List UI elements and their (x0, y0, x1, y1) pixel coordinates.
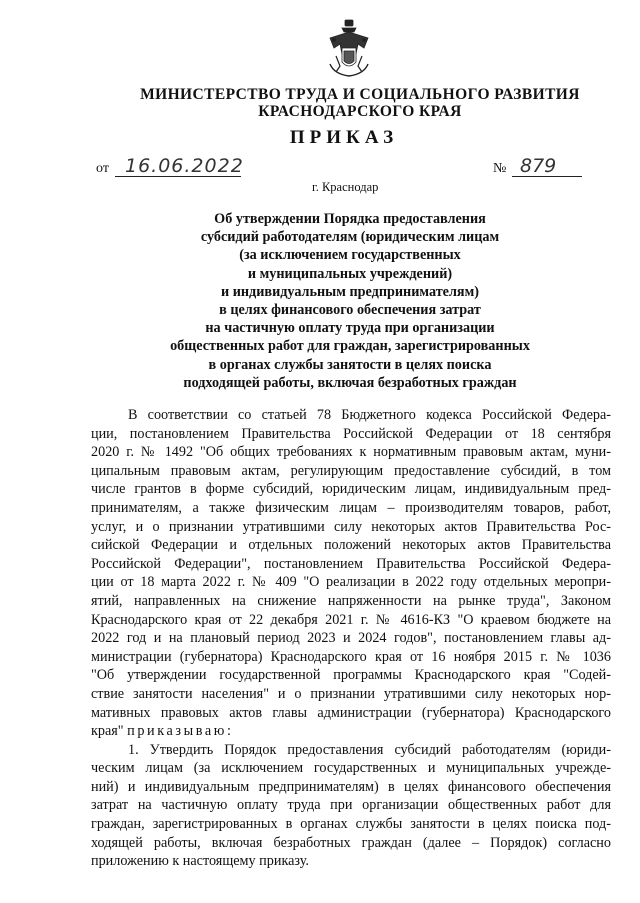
number-label: № (493, 161, 507, 176)
handwritten-date: 16.06.2022 (125, 155, 244, 177)
body-line: Российской Федерации", постановлением Правительства Российской Федера- (91, 555, 611, 572)
body-line: 2022 год и на плановый период 2023 и 2024 годов", постановлением главы ад- (91, 630, 611, 647)
heading-line: Об утверждении Порядка предоставления (214, 211, 486, 227)
body-line: В соответствии со статьей 78 Бюджетного кодекса Российской Федера- (128, 407, 611, 423)
body-line: сийской Федерации и отдельных положений некоторых актов Правительства (91, 537, 611, 554)
order-heading (140, 210, 560, 392)
body-line-closing (91, 722, 611, 741)
ministry-name (80, 86, 640, 120)
heading-line: в целях финансового обеспечения затрат (219, 302, 481, 319)
closing-prefix: края" (91, 723, 128, 740)
handwritten-number: 879 (520, 155, 557, 177)
ministry-line-1: МИНИСТЕРСТВО ТРУДА И СОЦИАЛЬНОГО РАЗВИТИЯ (140, 86, 580, 103)
body-line: затрат на частичную оплату труда при организации общественных работ для (91, 797, 611, 814)
body-line: Краснодарского края от 22 декабря 2021 г. № 4616-КЗ "О краевом бюджете на (91, 611, 611, 628)
heading-line: подходящей работы, включая безработных граждан (183, 374, 517, 391)
heading-line: на частичную оплату труда при организации (205, 320, 495, 337)
body-line: приложению к настоящему приказу. (91, 853, 309, 870)
heading-line: субсидий работодателям (юридическим лицам (200, 229, 500, 246)
body-line: "Об утверждении государственной программы Краснодарского края "Содей- (91, 667, 611, 684)
order-title: ПРИКАЗ (289, 127, 399, 148)
body-line: ятий, направленных на снижение напряженности на рынке труда", Законом (91, 592, 611, 609)
ministry-line-2: КРАСНОДАРСКОГО КРАЯ (258, 103, 462, 120)
date-underline (115, 176, 241, 177)
body-line: услуг, и о признании утратившими силу некоторых актов Правительства Рос- (91, 518, 611, 535)
heading-line: общественных работ для граждан, зарегистрированных (170, 338, 530, 355)
body-line: ции, постановлением Правительства Российской Федерации от 18 сентября (91, 425, 611, 442)
body-line: ствие занятости населения" и о признании утратившими силу некоторых нор- (91, 685, 611, 702)
body-line: ции от 18 марта 2022 г. № 409 "О реализации в 2022 году отдельных меропри- (91, 574, 611, 591)
body-line: ний) и индивидуальным предпринимателям) в целях финансового обеспечения (91, 778, 611, 795)
body-line: ческим лицам (за исключением государственных и муниципальных учрежде- (91, 760, 611, 777)
body-line: мативных правовых актов главы администрации (губернатора) Краснодарского (91, 704, 611, 721)
body-line: принимателям, а также физическим лицам – производителям товаров, работ, (91, 499, 611, 516)
heading-line: и муниципальных учреждений) (247, 265, 453, 282)
body-line: ходящей работы, включая безработных граждан (далее – Порядок) согласно (91, 834, 611, 851)
body-line: числе грантов в форме субсидий, юридическим лицам, индивидуальным пред- (91, 481, 611, 498)
number-underline (512, 176, 582, 177)
body-line: министрации (губернатора) Краснодарского края от 16 ноября 2015 г. № 1036 (91, 648, 611, 665)
date-label: от (96, 161, 109, 176)
heading-line: (за исключением государственных (239, 247, 461, 264)
body-line: ципальным правовым актам, регулирующим предоставление субсидий, в том (91, 462, 611, 479)
body-line: граждан, зарегистрированных в органах службы занятости в целях поиска под- (91, 816, 611, 833)
heading-line: и индивидуальным предпринимателям) (220, 283, 479, 300)
body-line: 2020 г. № 1492 "Об общих требованиях к нормативным правовым актам, муни- (91, 444, 611, 461)
body-line: 1. Утвердить Порядок предоставления субсидий работодателям (юриди- (128, 741, 611, 758)
city: г. Краснодар (312, 180, 379, 194)
order-word: приказываю: (127, 723, 234, 740)
heading-line: в органах службы занятости в целях поиска (208, 356, 492, 373)
order-body (91, 406, 611, 871)
coat-of-arms-emblem (324, 18, 374, 78)
